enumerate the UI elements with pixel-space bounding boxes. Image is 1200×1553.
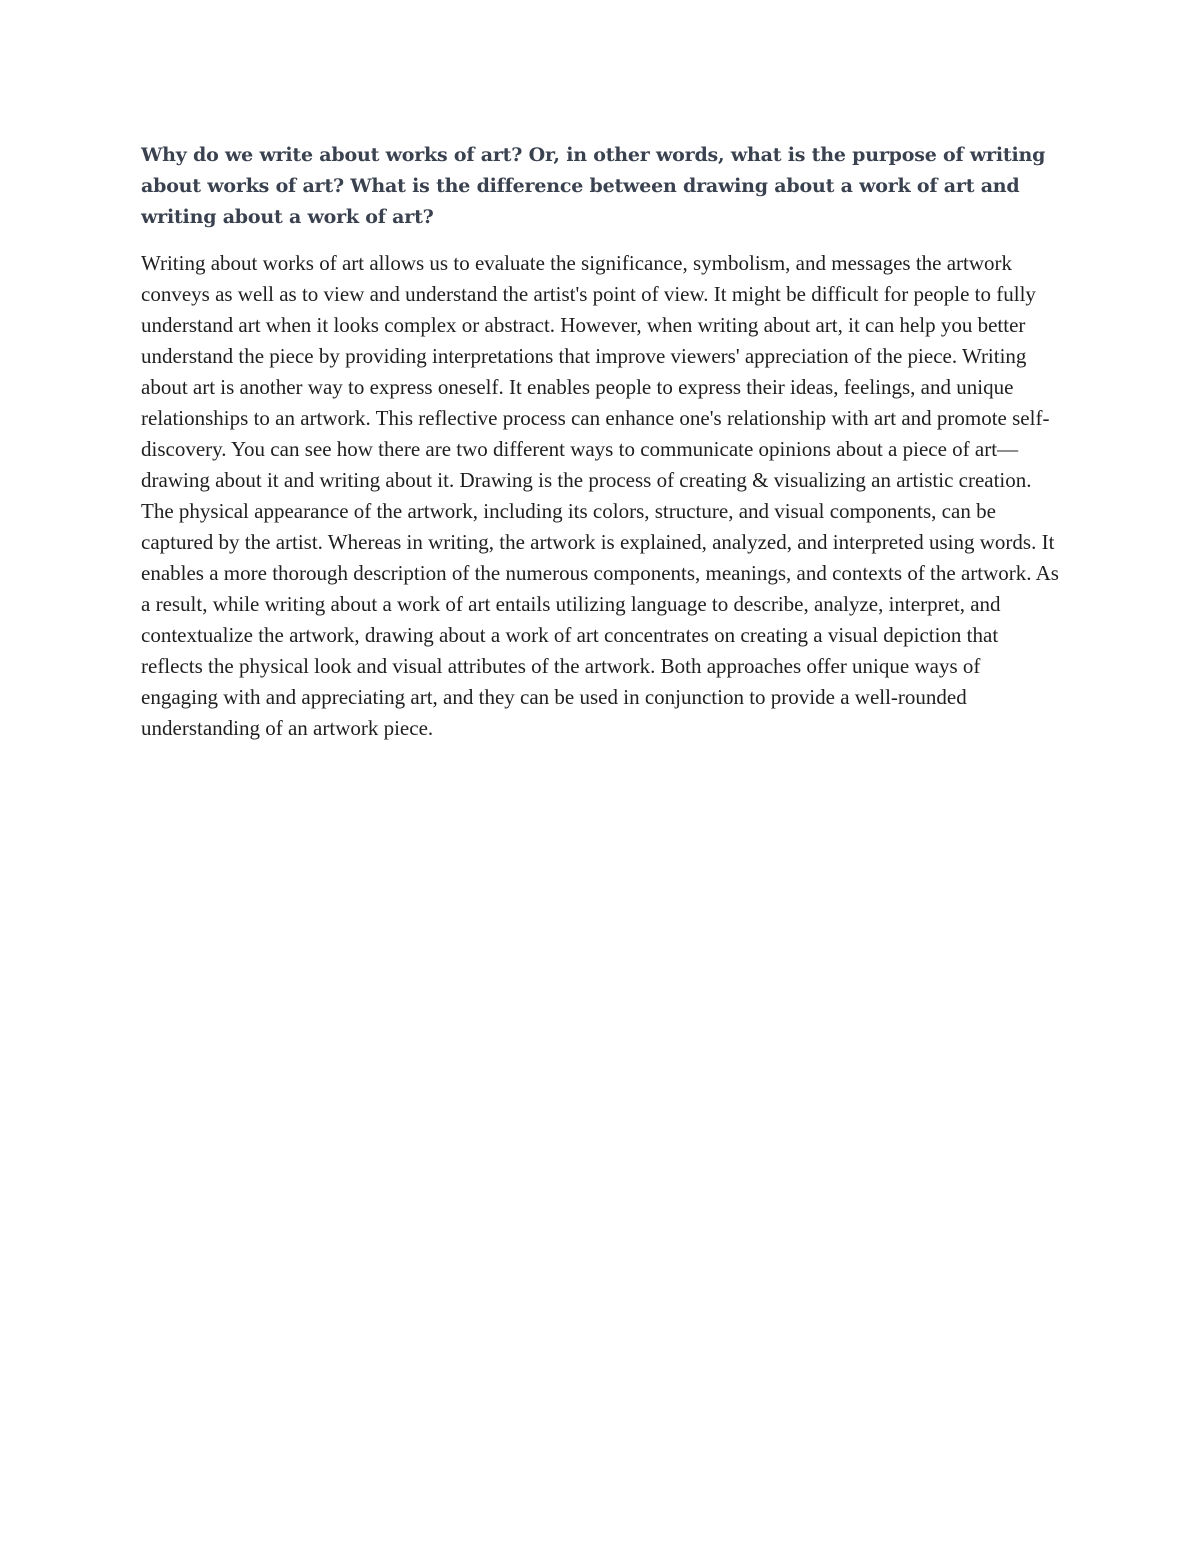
document-body (141, 140, 1061, 744)
question-heading: Why do we write about works of art? Or, in other words, what is the purpose of writing about works of art? What is the difference between drawing about a work of art and writing about a work of art? (141, 144, 1046, 228)
answer-paragraph: Writing about works of art allows us to evaluate the significance, symbolism, and messages the artwork conveys as well as to view and understand the artist's point of view. It might be difficult for people to fully understand art when it looks complex or abstract. However, when writing about art, it can help you better understand the piece by providing interpretations that improve viewers' appreciation of the piece. Writing about art is another way to express oneself. It enables people to express their ideas, feelings, and unique relationships to an artwork. This reflective process can enhance one's relationship with art and promote self-discovery. You can see how there are two different ways to communicate opinions about a piece of art—drawing about it and writing about it. Drawing is the process of creating & visualizing an artistic creation. The physical appearance of the artwork, including its colors, structure, and visual components, can be captured by the artist. Whereas in writing, the artwork is explained, analyzed, and interpreted using words. It enables a more thorough description of the numerous components, meanings, and contexts of the artwork. As a result, while writing about a work of art entails utilizing language to describe, analyze, interpret, and contextualize the artwork, drawing about a work of art concentrates on creating a visual depiction that reflects the physical look and visual attributes of the artwork. Both approaches offer unique ways of engaging with and appreciating art, and they can be used in conjunction to provide a well-rounded understanding of an artwork piece. (141, 251, 1059, 740)
